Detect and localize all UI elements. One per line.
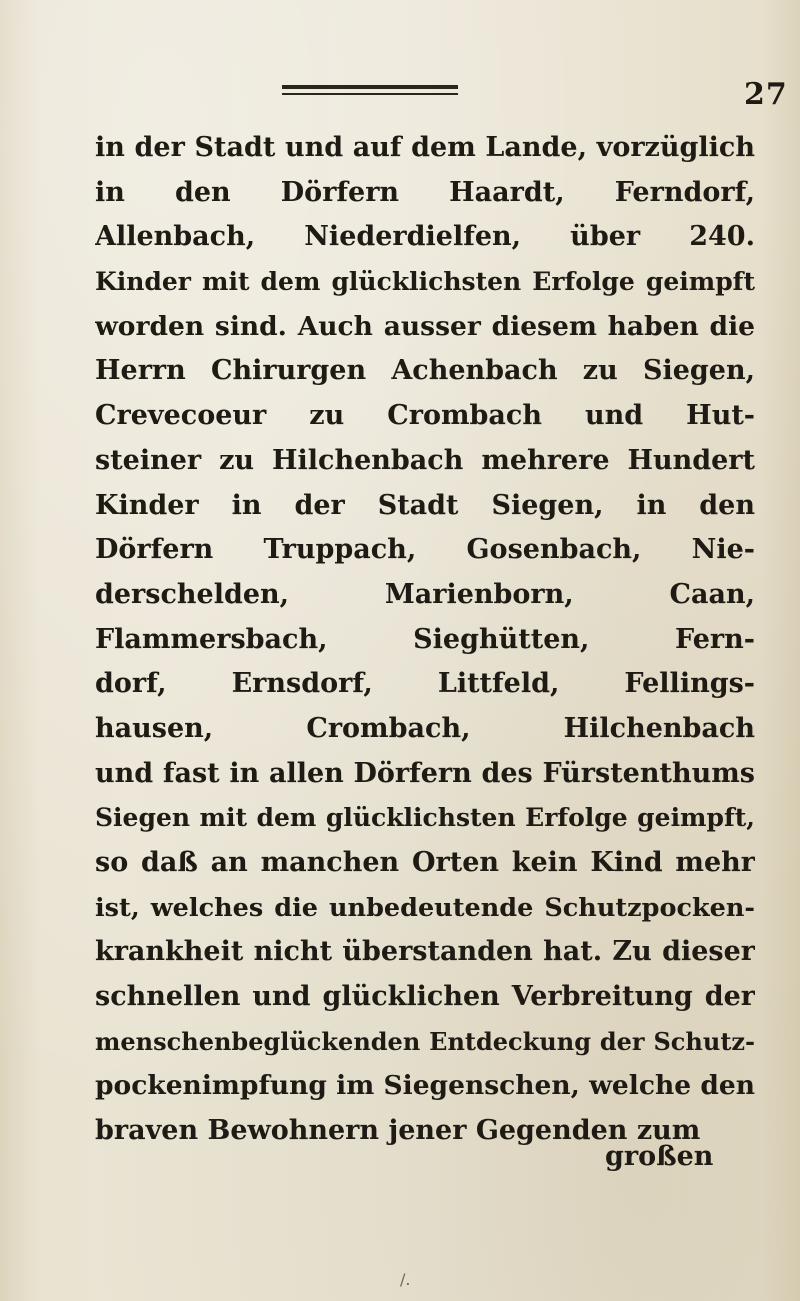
text-line: Dörfern Truppach, Gosenbach, Nie- bbox=[95, 534, 755, 566]
text-line: Siegen mit dem glücklichsten Erfolge geimpft, bbox=[95, 803, 755, 833]
text-line: dorf, Ernsdorf, Littfeld, Fellings- bbox=[95, 668, 755, 700]
text-line: und fast in allen Dörfern des Fürstenthums bbox=[95, 757, 755, 789]
catchword: großen bbox=[605, 1141, 714, 1172]
text-line: so daß an manchen Orten kein Kind mehr bbox=[95, 847, 755, 878]
header-rule bbox=[282, 85, 458, 95]
text-line: Crevecoeur zu Crombach und Hut- bbox=[95, 400, 755, 432]
text-line: in den Dörfern Haardt, Ferndorf, bbox=[95, 176, 755, 208]
text-line: krankheit nicht überstanden hat. Zu dieser bbox=[95, 936, 755, 968]
body-text bbox=[95, 126, 755, 1154]
text-line: pockenimpfung im Siegenschen, welche den bbox=[95, 1070, 755, 1102]
text-line: Flammersbach, Sieghütten, Fern- bbox=[95, 623, 755, 655]
text-line: schnellen und glücklichen Verbreitung der bbox=[95, 981, 755, 1013]
text-line: ist, welches die unbedeutende Schutzpocken- bbox=[95, 892, 755, 923]
text-line: Allenbach, Niederdielfen, über 240. bbox=[95, 221, 755, 253]
text-line: Kinder mit dem glücklichsten Erfolge geimpft bbox=[95, 267, 755, 297]
text-line: hausen, Crombach, Hilchenbach bbox=[95, 712, 755, 744]
text-line: derschelden, Marienborn, Caan, bbox=[95, 578, 755, 610]
text-line: worden sind. Auch ausser diesem haben die bbox=[95, 310, 755, 342]
stray-mark: /. bbox=[400, 1270, 411, 1289]
text-line: menschenbeglückenden Entdeckung der Schutz- bbox=[95, 1026, 755, 1056]
text-line: braven Bewohnern jener Gegenden zum bbox=[95, 1115, 701, 1147]
text-line: Herrn Chirurgen Achenbach zu Siegen, bbox=[95, 355, 755, 387]
text-line: in der Stadt und auf dem Lande, vorzüglich bbox=[95, 132, 755, 163]
text-line: Kinder in der Stadt Siegen, in den bbox=[95, 489, 755, 521]
text-line: steiner zu Hilchenbach mehrere Hundert bbox=[95, 444, 755, 476]
page-number: 27 bbox=[744, 77, 788, 112]
